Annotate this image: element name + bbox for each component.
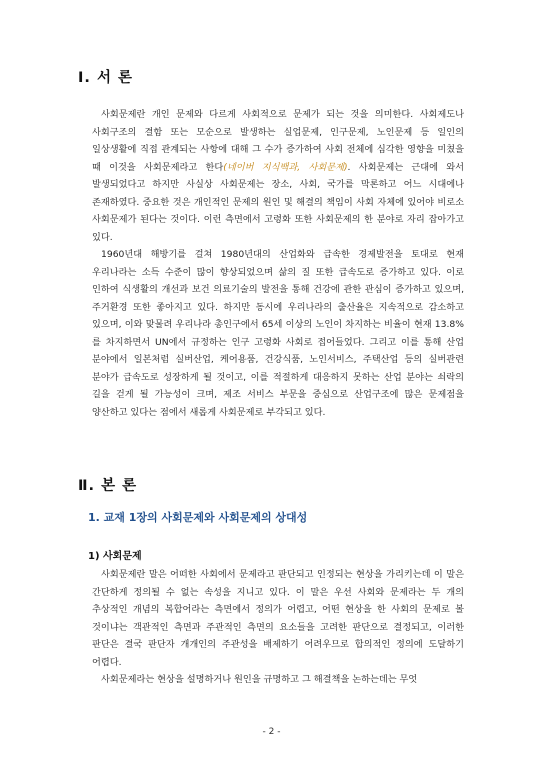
intro-p1-text-b: . 사회문제는 근대에 와서 발생되었다고 하지만 사실상 사회문제는 장소, 사회, 국가를 막론하고 어느 시대에나 존재하였다. 중요한 것은 개인적인 문제의 원인 및 해결의 책임이 사회 자체에 있어야 비로소 사회문제가 된다는 것이다. 이런 측면에서 고령화 또한 사회문제의 한 분야로 자리 잡아가고 있다. xyxy=(92,161,465,243)
subsection-1-paragraph-2: 사회문제라는 현상을 설명하거나 원인을 규명하고 그 해결책을 논하는데는 무엇 xyxy=(101,674,418,685)
subsection-1-paragraph-1: 사회문제란 말은 어떠한 사회에서 문제라고 판단되고 인정되는 현상을 가리키는데 이 말은 간단하게 정의될 수 없는 속성을 지니고 있다. 이 말은 우선 사회와 문제라는 두 개의 추상적인 개념의 복합어라는 측면에서 정의가 어렵고, 어떤 현상을 한 사회의 문제로 볼 것이냐는 객관적인 측면과 주관적인 측면의 요소들을 고려한 판단으로 결정되고, 이러한 판단은 결국 판단자 개개인의 주관성을 배제하기 어려우므로 합의적인 정의에 도달하기 어렵다. xyxy=(92,569,464,668)
citation: (네이버 지식백과, 사회문제) xyxy=(223,161,348,173)
subsection-1-title: 1) 사회문제 xyxy=(88,551,142,562)
section-1-title: 1. 교재 1장의 사회문제와 사회문제의 상대성 xyxy=(88,511,308,524)
body-heading: Ⅱ. 본 론 xyxy=(78,478,138,494)
intro-body xyxy=(92,106,464,421)
subsection-1-body xyxy=(92,566,464,689)
intro-paragraph-2: 1960년대 해방기를 걸쳐 1980년대의 산업화와 급속한 경제발전을 토대로 현재 우리나라는 소득 수준이 많이 향상되었으며 삶의 질 또한 급속도로 증가하고 있다. 이로 인하여 식생활의 개선과 보건 의료기술의 발전을 통해 건강에 관한 관심이 증가하고 있으며, 주거환경 또한 좋아지고 있다. 하지만 동시에 우리나라의 출산율은 지속적으로 감소하고 있으며, 이와 맞물려 우리나라 총인구에서 65세 이상의 노인이 차지하는 비율이 현재 13.8%를 차지하면서 UN에서 규정하는 인구 고령화 사회로 접어들었다. 그리고 이를 통해 산업 분야에서 일본처럼 실버산업, 케어용품, 건강식품, 노인서비스, 주택산업 등의 실버관련 분야가 급속도로 성장하게 될 것이고, 이를 적절하게 대응하지 못하는 산업 분야는 쇠락의 길을 걷게 될 가능성이 크며, 제조 서비스 부문을 중심으로 산업구조에 많은 문제점을 양산하고 있다는 점에서 새롭게 사회문제로 부각되고 있다. xyxy=(92,249,464,418)
intro-p1-text-a: 사회문제란 개인 문제와 다르게 사회적으로 문제가 되는 것을 의미한다. 사회제도나 사회구조의 결함 또는 모순으로 발생하는 실업문제, 인구문제, 노인문제 등 일인의 일상생활에 직접 관계되는 사항에 대해 그 수가 증가하여 사회 전체에 심각한 영향을 미쳤을 때 이것을 사회문제라고 한다 xyxy=(92,109,464,173)
intro-heading: Ⅰ. 서 론 xyxy=(78,70,134,86)
page-number: - 2 - xyxy=(262,727,281,737)
intro-paragraph-1 xyxy=(92,106,464,246)
